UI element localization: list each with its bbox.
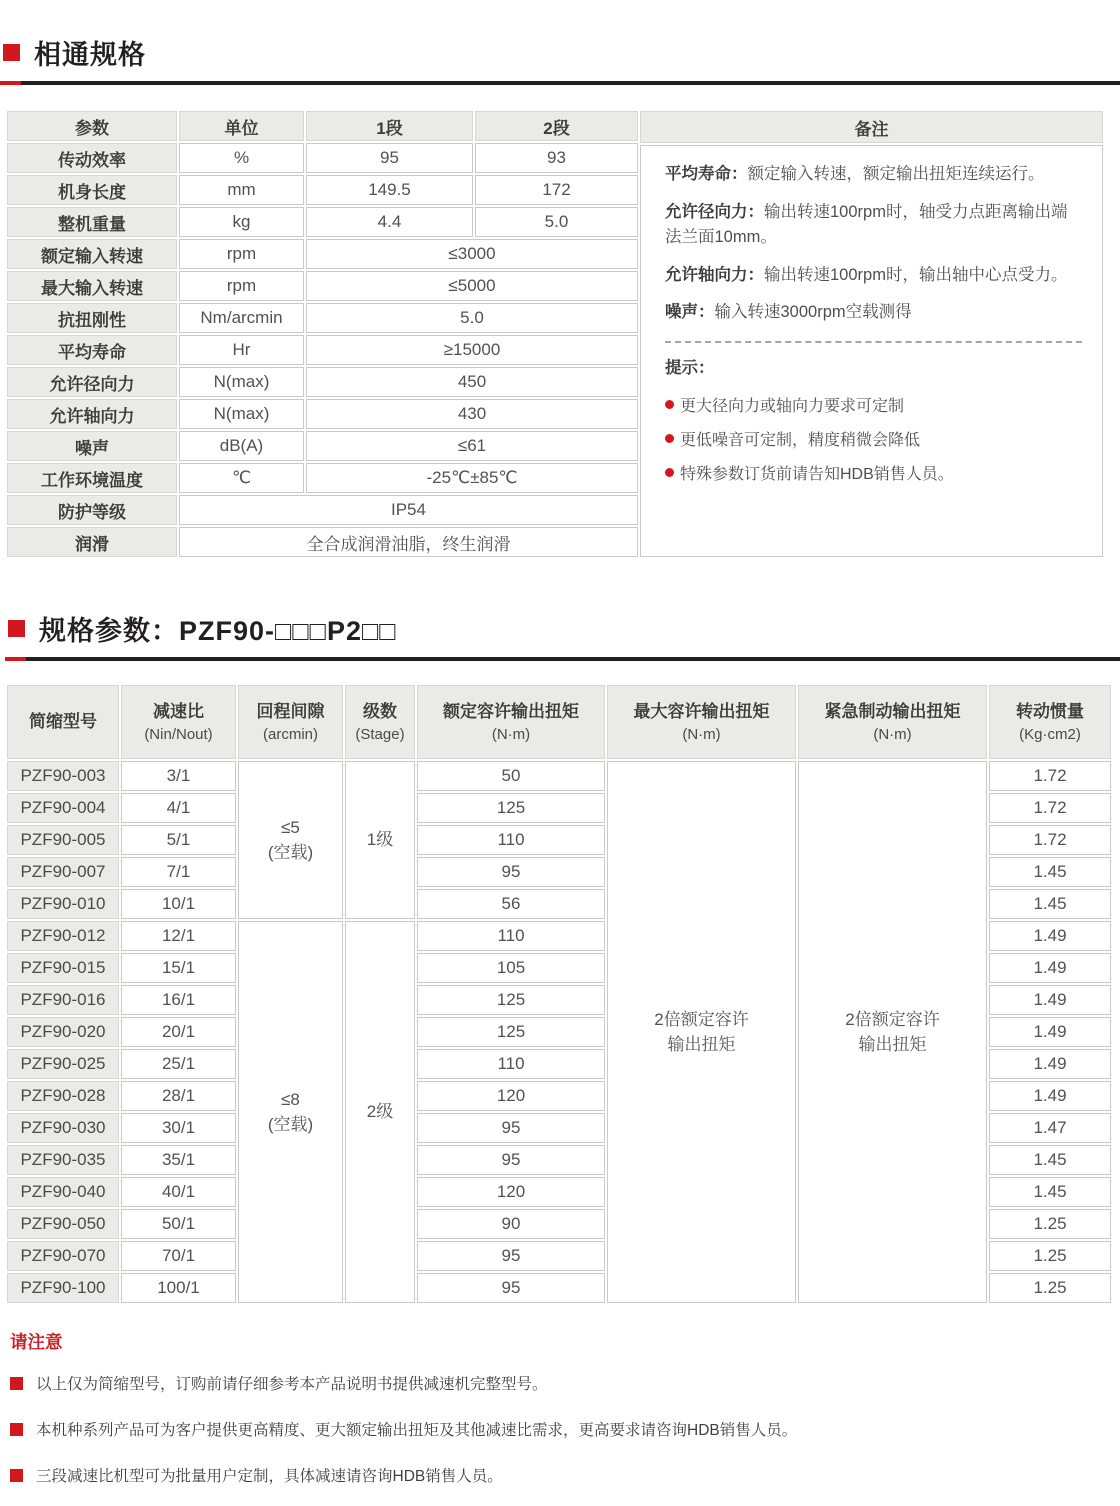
- param-cell: 最大输入转速: [7, 271, 177, 301]
- inertia-cell: 1.49: [989, 1049, 1111, 1079]
- value-cell: 430: [306, 399, 638, 429]
- ratio-cell: 70/1: [121, 1241, 236, 1271]
- param-cell: 润滑: [7, 527, 177, 557]
- ratio-cell: 30/1: [121, 1113, 236, 1143]
- col-header-remarks: 备注: [640, 111, 1103, 143]
- spec-row: [7, 303, 638, 333]
- spec-table: [5, 109, 640, 559]
- rated-torque-cell: 120: [417, 1081, 605, 1111]
- unit-cell: ℃: [179, 463, 304, 493]
- remark-item: 允许轴向力：输出转速100rpm时，输出轴中心点受力。: [665, 265, 1068, 284]
- model-row: [7, 761, 1111, 791]
- col-header-stage: 级数 (Stage): [345, 685, 415, 759]
- seg1-cell: 95: [306, 143, 473, 173]
- inertia-cell: 1.45: [989, 889, 1111, 919]
- inertia-cell: 1.72: [989, 793, 1111, 823]
- seg1-cell: 149.5: [306, 175, 473, 205]
- rated-torque-cell: 95: [417, 1241, 605, 1271]
- model-cell: PZF90-050: [7, 1209, 119, 1239]
- red-square-bullet-icon: [10, 1423, 23, 1436]
- brake-torque-cell: 2倍额定容许 输出扭矩: [798, 761, 987, 1303]
- spec-row: [7, 207, 638, 237]
- spec-row: [7, 463, 638, 493]
- ratio-cell: 35/1: [121, 1145, 236, 1175]
- spec-row: [7, 143, 638, 173]
- model-cell: PZF90-100: [7, 1273, 119, 1303]
- inertia-cell: 1.45: [989, 1145, 1111, 1175]
- model-cell: PZF90-016: [7, 985, 119, 1015]
- remark-item: 噪声：输入转速3000rpm空载测得: [665, 303, 912, 322]
- rated-torque-cell: 95: [417, 1145, 605, 1175]
- model-cell: PZF90-020: [7, 1017, 119, 1047]
- dashed-divider: [665, 341, 1082, 343]
- model-cell: PZF90-003: [7, 761, 119, 791]
- col-header-model: 简缩型号: [7, 685, 119, 759]
- ratio-cell: 7/1: [121, 857, 236, 887]
- rated-torque-cell: 125: [417, 1017, 605, 1047]
- param-cell: 噪声: [7, 431, 177, 461]
- param-cell: 工作环境温度: [7, 463, 177, 493]
- notice-text: 本机种系列产品可为客户提供更高精度、更大额定输出扭矩及其他减速比需求，更高要求请咨询HDB销售人员。: [36, 1422, 798, 1439]
- remark-item: 平均寿命：额定输入转速，额定输出扭矩连续运行。: [665, 165, 1045, 183]
- model-table: [5, 683, 1113, 1305]
- tip-item: 特殊参数订货前请告知HDB销售人员。: [665, 461, 1082, 484]
- value-cell: 全合成润滑油脂，终生润滑: [179, 527, 638, 557]
- ratio-cell: 5/1: [121, 825, 236, 855]
- model-cell: PZF90-005: [7, 825, 119, 855]
- spec-header-row: [7, 111, 638, 141]
- ratio-cell: 16/1: [121, 985, 236, 1015]
- inertia-cell: 1.49: [989, 921, 1111, 951]
- model-cell: PZF90-010: [7, 889, 119, 919]
- common-spec-section: [5, 109, 1095, 559]
- col-header-brake-torque: 紧急制动输出扭矩 (N·m): [798, 685, 987, 759]
- col-header-rated-torque: 额定容许输出扭矩 (N·m): [417, 685, 605, 759]
- backlash-cell: ≤5 (空载): [238, 761, 343, 919]
- bullet-dot-icon: [665, 400, 674, 409]
- inertia-cell: 1.47: [989, 1113, 1111, 1143]
- col-header-param: 参数: [7, 111, 177, 141]
- unit-cell: dB(A): [179, 431, 304, 461]
- model-cell: PZF90-030: [7, 1113, 119, 1143]
- spec-row: [7, 527, 638, 557]
- notice-item: [10, 1372, 1095, 1394]
- notice-item: [10, 1418, 1095, 1440]
- rated-torque-cell: 50: [417, 761, 605, 791]
- remarks-column: [640, 109, 1103, 559]
- rated-torque-cell: 110: [417, 1049, 605, 1079]
- backlash-cell: ≤8 (空载): [238, 921, 343, 1303]
- param-cell: 允许轴向力: [7, 399, 177, 429]
- stage-cell: 2级: [345, 921, 415, 1303]
- value-cell: ≤61: [306, 431, 638, 461]
- col-header-seg2: 2段: [475, 111, 638, 141]
- section-title-common-specs: [0, 33, 1120, 85]
- unit-cell: Nm/arcmin: [179, 303, 304, 333]
- model-cell: PZF90-007: [7, 857, 119, 887]
- notice-item: [10, 1464, 1095, 1486]
- rated-torque-cell: 125: [417, 985, 605, 1015]
- param-cell: 允许径向力: [7, 367, 177, 397]
- seg2-cell: 5.0: [475, 207, 638, 237]
- inertia-cell: 1.49: [989, 953, 1111, 983]
- seg1-cell: 4.4: [306, 207, 473, 237]
- model-cell: PZF90-012: [7, 921, 119, 951]
- rated-torque-cell: 110: [417, 921, 605, 951]
- rated-torque-cell: 56: [417, 889, 605, 919]
- inertia-cell: 1.72: [989, 761, 1111, 791]
- value-cell: -25℃±85℃: [306, 463, 638, 493]
- value-cell: ≥15000: [306, 335, 638, 365]
- col-header-seg1: 1段: [306, 111, 473, 141]
- ratio-cell: 40/1: [121, 1177, 236, 1207]
- param-cell: 防护等级: [7, 495, 177, 525]
- notice-title: 请注意: [10, 1332, 63, 1352]
- model-cell: PZF90-015: [7, 953, 119, 983]
- unit-cell: mm: [179, 175, 304, 205]
- remarks-body: [640, 145, 1103, 557]
- inertia-cell: 1.45: [989, 857, 1111, 887]
- bullet-dot-icon: [665, 468, 674, 477]
- param-cell: 抗扭刚性: [7, 303, 177, 333]
- rated-torque-cell: 90: [417, 1209, 605, 1239]
- model-cell: PZF90-035: [7, 1145, 119, 1175]
- spec-row: [7, 399, 638, 429]
- spec-params-title: 规格参数：PZF90-□□□P2□□: [39, 616, 397, 646]
- unit-cell: rpm: [179, 271, 304, 301]
- spec-row: [7, 431, 638, 461]
- model-cell: PZF90-070: [7, 1241, 119, 1271]
- ratio-cell: 15/1: [121, 953, 236, 983]
- ratio-cell: 50/1: [121, 1209, 236, 1239]
- col-header-max-torque: 最大容许输出扭矩 (N·m): [607, 685, 796, 759]
- tips-title: 提示：: [665, 358, 715, 377]
- rated-torque-cell: 95: [417, 1113, 605, 1143]
- inertia-cell: 1.49: [989, 985, 1111, 1015]
- col-header-ratio: 减速比 (Nin/Nout): [121, 685, 236, 759]
- param-cell: 平均寿命: [7, 335, 177, 365]
- unit-cell: %: [179, 143, 304, 173]
- ratio-cell: 10/1: [121, 889, 236, 919]
- model-cell: PZF90-025: [7, 1049, 119, 1079]
- notice-text: 三段减速比机型可为批量用户定制，具体减速请咨询HDB销售人员。: [36, 1468, 503, 1485]
- spec-row: [7, 495, 638, 525]
- tip-item: 更大径向力或轴向力要求可定制: [665, 393, 1082, 416]
- tip-item: 更低噪音可定制，精度稍微会降低: [665, 427, 1082, 450]
- notice-text: 以上仅为简缩型号，订购前请仔细参考本产品说明书提供减速机完整型号。: [36, 1376, 548, 1393]
- inertia-cell: 1.72: [989, 825, 1111, 855]
- ratio-cell: 12/1: [121, 921, 236, 951]
- model-header-row: [7, 685, 1111, 759]
- model-table-body: [7, 761, 1111, 1303]
- notice-list: [10, 1372, 1095, 1486]
- ratio-cell: 20/1: [121, 1017, 236, 1047]
- ratio-cell: 25/1: [121, 1049, 236, 1079]
- spec-table-body: [7, 143, 638, 557]
- spec-row: [7, 175, 638, 205]
- unit-cell: N(max): [179, 367, 304, 397]
- unit-cell: kg: [179, 207, 304, 237]
- ratio-cell: 3/1: [121, 761, 236, 791]
- rated-torque-cell: 110: [417, 825, 605, 855]
- seg2-cell: 93: [475, 143, 638, 173]
- model-cell: PZF90-040: [7, 1177, 119, 1207]
- value-cell: IP54: [179, 495, 638, 525]
- ratio-cell: 4/1: [121, 793, 236, 823]
- col-header-inertia: 转动惯量 (Kg·cm2): [989, 685, 1111, 759]
- notice-section: [10, 1329, 1095, 1486]
- inertia-cell: 1.25: [989, 1209, 1111, 1239]
- value-cell: 5.0: [306, 303, 638, 333]
- ratio-cell: 100/1: [121, 1273, 236, 1303]
- bullet-dot-icon: [665, 434, 674, 443]
- remark-item: 允许径向力：输出转速100rpm时，轴受力点距离输出端法兰面10mm。: [665, 202, 1068, 247]
- param-cell: 传动效率: [7, 143, 177, 173]
- page-title: 相通规格: [34, 40, 146, 70]
- col-header-unit: 单位: [179, 111, 304, 141]
- inertia-cell: 1.25: [989, 1273, 1111, 1303]
- rated-torque-cell: 105: [417, 953, 605, 983]
- model-cell: PZF90-028: [7, 1081, 119, 1111]
- value-cell: ≤3000: [306, 239, 638, 269]
- spec-row: [7, 335, 638, 365]
- inertia-cell: 1.25: [989, 1241, 1111, 1271]
- rated-torque-cell: 95: [417, 1273, 605, 1303]
- inertia-cell: 1.49: [989, 1017, 1111, 1047]
- inertia-cell: 1.49: [989, 1081, 1111, 1111]
- rated-torque-cell: 95: [417, 857, 605, 887]
- red-square-bullet-icon: [10, 1469, 23, 1482]
- col-header-backlash: 回程间隙 (arcmin): [238, 685, 343, 759]
- seg2-cell: 172: [475, 175, 638, 205]
- unit-cell: N(max): [179, 399, 304, 429]
- red-square-bullet-icon: [10, 1377, 23, 1390]
- section-title-spec-params: [5, 609, 1120, 661]
- spec-row: [7, 367, 638, 397]
- ratio-cell: 28/1: [121, 1081, 236, 1111]
- spec-row: [7, 239, 638, 269]
- param-cell: 额定输入转速: [7, 239, 177, 269]
- model-cell: PZF90-004: [7, 793, 119, 823]
- rated-torque-cell: 125: [417, 793, 605, 823]
- inertia-cell: 1.45: [989, 1177, 1111, 1207]
- rated-torque-cell: 120: [417, 1177, 605, 1207]
- stage-cell: 1级: [345, 761, 415, 919]
- param-cell: 机身长度: [7, 175, 177, 205]
- spec-row: [7, 271, 638, 301]
- param-cell: 整机重量: [7, 207, 177, 237]
- max-torque-cell: 2倍额定容许 输出扭矩: [607, 761, 796, 1303]
- unit-cell: Hr: [179, 335, 304, 365]
- unit-cell: rpm: [179, 239, 304, 269]
- red-square-icon: [3, 44, 20, 61]
- value-cell: ≤5000: [306, 271, 638, 301]
- value-cell: 450: [306, 367, 638, 397]
- red-square-icon: [8, 620, 25, 637]
